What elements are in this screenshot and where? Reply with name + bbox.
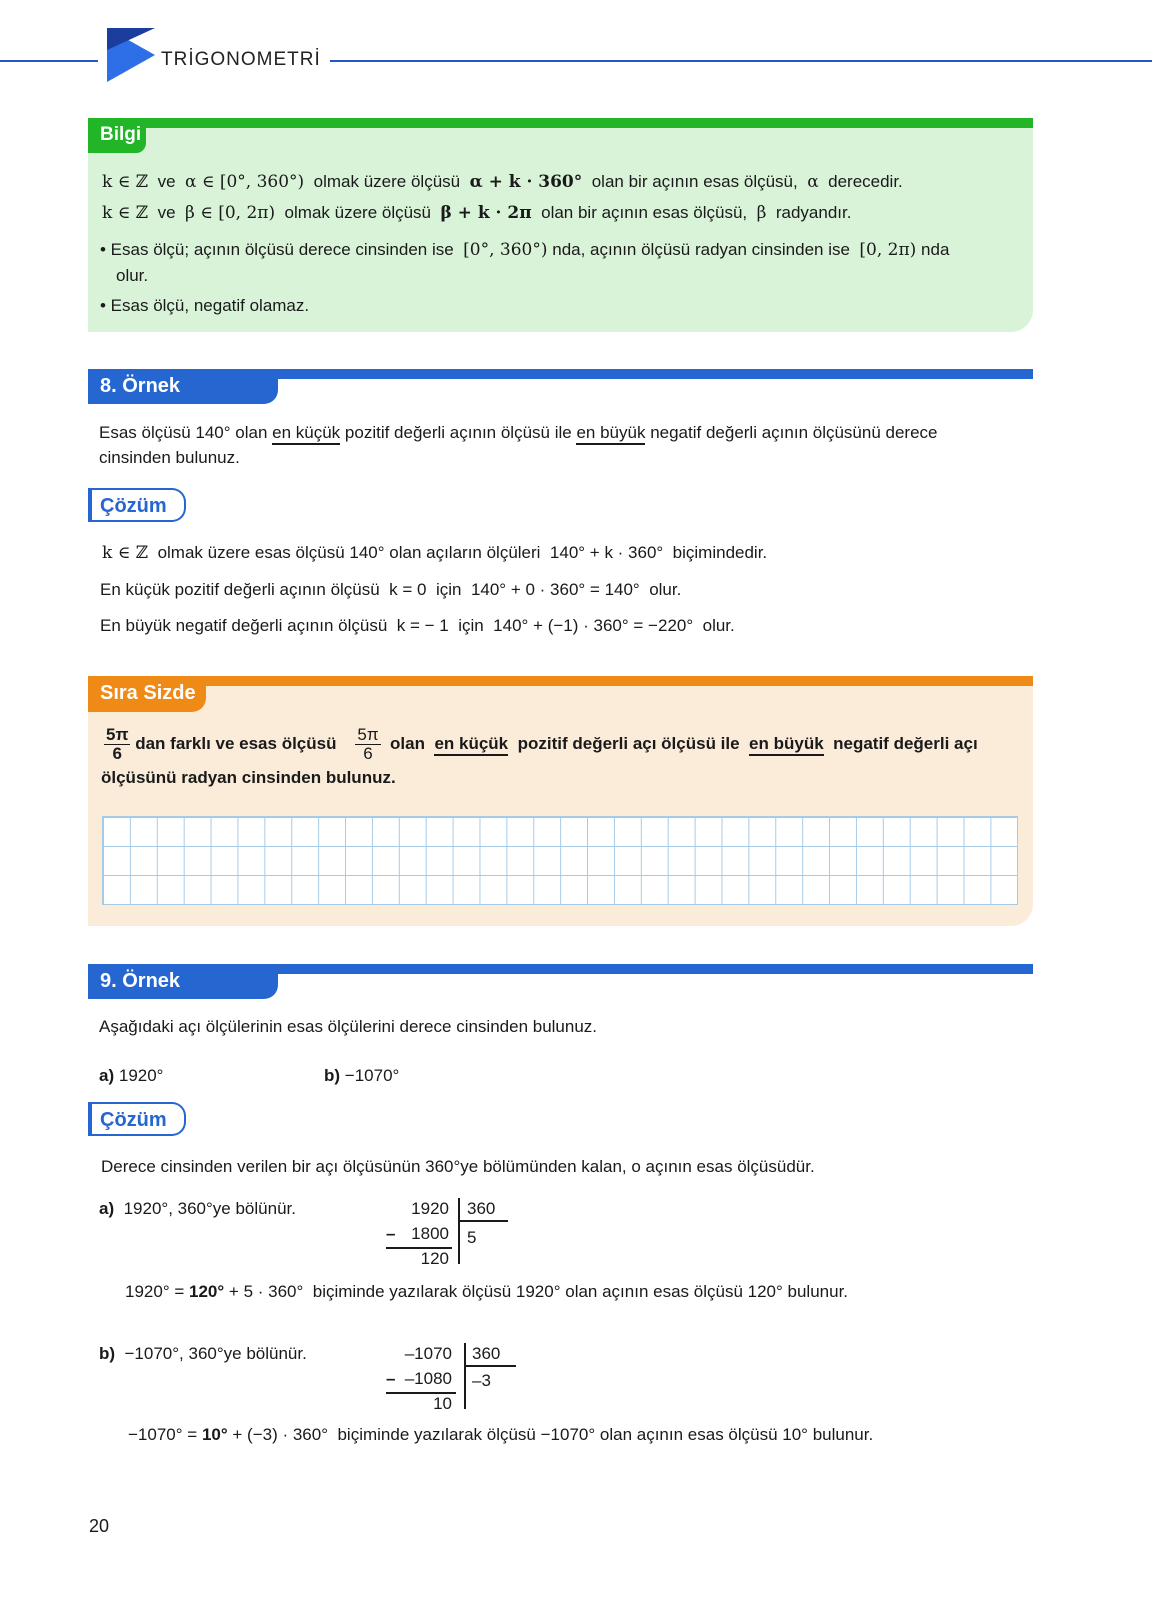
exercise-box-tab: Sıra Sizde: [88, 676, 206, 712]
division-b-subtrahend: –1080: [404, 1369, 452, 1388]
chapter-triangle-shade-icon: [107, 28, 155, 50]
division-a-remainder: 120: [420, 1249, 449, 1268]
solution-8-line-1: k ∈ ℤ olmak üzere esas ölçüsü 140° olan açıların ölçüleri 140° + k · 360° biçimindedir.: [102, 543, 768, 563]
solution-9b-title: b) −1070°, 360°ye bölünür.: [99, 1344, 307, 1363]
fraction-5pi-over-6-second: $\frac{5\pi}{6}$: [357, 725, 379, 763]
exercise-question: $\frac{5\pi}{6}$ dan farklı ve esas ölçüsü $\frac{5\pi}{6}$ olan en küçük pozitif değerli açı ölçüsü ile en büyük negatif değerli açı: [106, 725, 978, 763]
solution-8-line-2: En küçük pozitif değerli açının ölçüsü k = 0 için 140° + 0 · 360° = 140° olur.: [100, 580, 682, 599]
example-8-question-cont: cinsinden bulunuz.: [99, 448, 240, 467]
solution-8-line-3: En büyük negatif değerli açının ölçüsü k = − 1 için 140° + (−1) · 360° = −220° olur.: [100, 616, 735, 635]
example-8-tab: 8. Örnek: [88, 369, 278, 404]
division-b-divisor: 360: [472, 1344, 501, 1363]
solution-9-label: Çözüm: [88, 1102, 186, 1136]
chapter-title: TRİGONOMETRİ: [161, 49, 321, 70]
info-bullet-1-cont: olur.: [116, 266, 149, 285]
example-9-tab: 9. Örnek: [88, 964, 278, 999]
division-b-minus: –: [386, 1369, 396, 1388]
example-9-question: Aşağıdaki açı ölçülerinin esas ölçülerini derece cinsinden bulunuz.: [99, 1017, 598, 1036]
header-rule-right: [330, 60, 1152, 62]
division-b-remainder: 10: [433, 1394, 452, 1413]
division-a-quotient: 5: [467, 1228, 477, 1247]
info-box-tab: Bilgi: [88, 118, 146, 153]
example-9-part-a: a) 1920°: [99, 1066, 164, 1085]
header-rule-left: [0, 60, 98, 62]
division-a-dividend: 1920: [411, 1199, 449, 1218]
solution-9a-title: a) 1920°, 360°ye bölünür.: [99, 1199, 296, 1218]
example-9-part-b: b) −1070°: [324, 1066, 400, 1085]
solution-8-label: Çözüm: [88, 488, 186, 522]
example-8-question: Esas ölçüsü 140° olan en küçük pozitif değerli açının ölçüsü ile en büyük negatif değerli açının ölçüsünü derece: [99, 423, 938, 443]
division-b-quotient: –3: [472, 1371, 491, 1390]
solution-9a-result: 1920° = 120° + 5 · 360° biçiminde yazılarak ölçüsü 1920° olan açının esas ölçüsü 120° bulunur.: [125, 1282, 849, 1301]
solution-9b-result: −1070° = 10° + (−3) · 360° biçiminde yazılarak ölçüsü −1070° olan açının esas ölçüsü 10° bulunur.: [128, 1425, 874, 1444]
division-a-divisor-rule: [458, 1220, 508, 1222]
division-b-dividend: –1070: [404, 1344, 452, 1363]
info-bullet-1: • Esas ölçü; açının ölçüsü derece cinsinden ise [0°, 360°) nda, açının ölçüsü radyan cinsinden ise [0, 2π) nda: [100, 240, 950, 260]
exercise-question-cont: ölçüsünü radyan cinsinden bulunuz.: [101, 768, 396, 787]
fraction-5pi-over-6: $\frac{5\pi}{6}$: [106, 725, 129, 763]
division-a-subtrahend: 1800: [411, 1224, 449, 1243]
division-b-divisor-rule: [464, 1365, 516, 1367]
solution-9-intro: Derece cinsinden verilen bir açı ölçüsünün 360°ye bölümünden kalan, o açının esas ölçüsüdür.: [101, 1157, 815, 1176]
info-box-topbar: [88, 118, 1033, 128]
info-line-2: k ∈ ℤ ve β ∈ [0, 2π) olmak üzere ölçüsü β + k · 2π olan bir açının esas ölçüsü, β radyandır.: [102, 203, 852, 223]
info-bullet-2: • Esas ölçü, negatif olamaz.: [100, 296, 310, 315]
exercise-box-topbar: [88, 676, 1033, 686]
division-a-vertical-rule: [458, 1198, 460, 1264]
page-number: 20: [89, 1516, 110, 1536]
division-a-minus: –: [386, 1224, 396, 1243]
division-a-divisor: 360: [467, 1199, 496, 1218]
answer-grid[interactable]: [102, 816, 1018, 905]
info-line-1: k ∈ ℤ ve α ∈ [0°, 360°) olmak üzere ölçüsü α + k · 360° olan bir açının esas ölçüsü, α derecedir.: [102, 172, 903, 192]
division-b-vertical-rule: [464, 1343, 466, 1409]
